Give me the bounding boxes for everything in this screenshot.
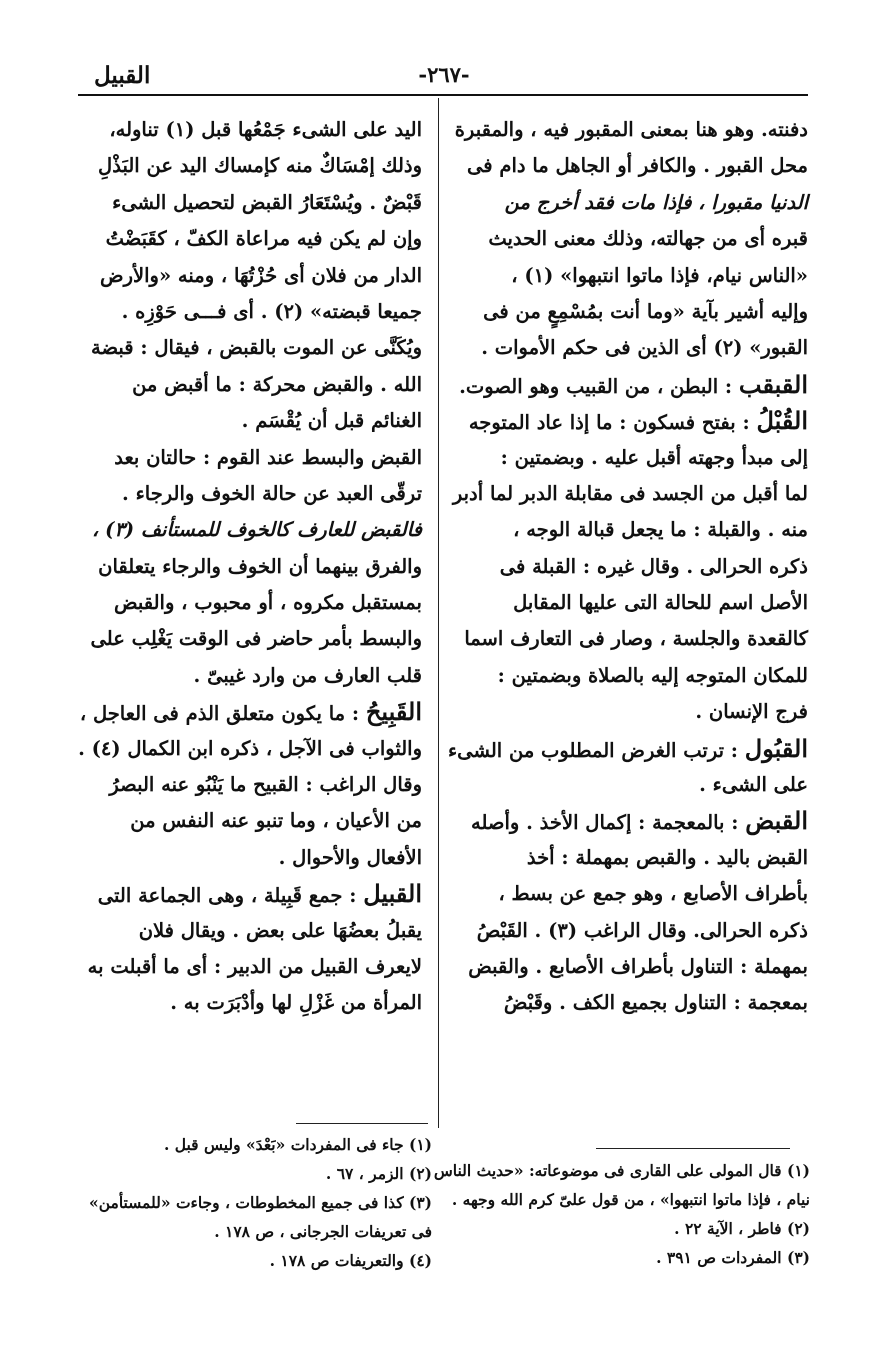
text-line: قلب العارف من وارد غيبىّ . [193, 663, 422, 687]
text-line: وذلك إمْسَاكٌ منه كإمساك اليد عن البَذْلِ [98, 154, 422, 178]
header-rule [78, 94, 808, 96]
entry-line [458, 403, 808, 439]
footnote: (١) قال المولى على القارى فى موضوعاته: «حديث الناس [433, 1161, 810, 1180]
headword: القبض [745, 806, 808, 836]
entry-line [82, 876, 422, 912]
text-line: وإن لم يكن فيه مراعاة الكفّ ، كقَبَضْتُ [105, 227, 422, 251]
text-line: لما أقبل من الجسد فى مقابلة الدبر لما أدبر [452, 481, 808, 505]
footnotes-left [89, 1130, 432, 1275]
text-line: الله . والقبض محركة : ما أقبض من [132, 372, 422, 396]
footnote: فى تعريفات الجرجانى ، ص ١٧٨ . [214, 1222, 432, 1241]
definition: : ترتب الغرض المطلوب من الشىء [448, 738, 745, 762]
text-line: وإليه أشير بآية «وما أنت بمُسْمِعٍ من فى [483, 299, 808, 323]
text-line: منه . والقبلة : ما يجعل قبالة الوجه ، [513, 518, 808, 542]
column-divider [438, 98, 439, 1128]
text-line: ويُكَنَّى عن الموت بالقبض ، فيقال : قبضة [90, 336, 422, 360]
text-line: محل القبور . والكافر أو الجاهل ما دام فى [467, 154, 808, 178]
text-line: بمهملة : التناول بأطراف الأصابع . والقبض [468, 954, 808, 978]
footnote-rule-left [296, 1123, 428, 1124]
text-line: بمعجمة : التناول بجميع الكف . وقَبْضُ [503, 991, 808, 1015]
headword: القَبِيحُ [365, 697, 422, 727]
text-line: لايعرف القبيل من الدبير : أى ما أقبلت به [87, 954, 422, 978]
footnote: (١) جاء فى المفردات «بَعْدَ» وليس قبل . [163, 1135, 432, 1154]
text-line: قبره أى من جهالته، وذلك معنى الحديث [488, 227, 808, 251]
text-line: على الشىء . [699, 773, 808, 797]
page-header [80, 62, 808, 96]
text-line: إلى مبدأ وجهته أقبل عليه . وبضمتين : [500, 445, 808, 469]
entry-line [79, 694, 422, 730]
headword: القُبْلُ [756, 406, 808, 436]
text-line: والفرق بينهما أن الخوف والرجاء يتعلقان [98, 554, 422, 578]
entry-line [458, 367, 808, 403]
entry-line [448, 731, 808, 767]
text-line: ترقّى العبد عن حالة الخوف والرجاء . [122, 481, 422, 505]
text-line: ذكره الحرالى. وقال الراغب (٣) . القَبْصُ [476, 918, 808, 942]
text-line: للمكان المتوجه إليه بالصلاة وبضمتين : [497, 663, 808, 687]
definition: : البطن ، من القبيب وهو الصوت. [459, 374, 739, 398]
right-column [448, 112, 808, 1022]
definition: : جمع قَبِيلة ، وهى الجماعة التى [97, 884, 364, 908]
text-line: ذكره الحرالى . وقال غيره : القبلة فى [499, 554, 808, 578]
text-line: الغنائم قبل أن يُقْسَم . [241, 409, 422, 433]
definition: : بالمعجمة : إكمال الأخذ . وأصله [471, 811, 746, 835]
text-line: القبور» (٢) أى الذين فى حكم الأموات . [481, 336, 808, 360]
headword: القبيل [363, 879, 422, 909]
text-line: جميعا قبضته» (٢) . أى فـــى حَوْزِه . [121, 299, 422, 323]
text-line: بمستقبل مكروه ، أو محبوب ، والقبض [113, 591, 422, 615]
text-line: القبض والبسط عند القوم : حالتان بعد [114, 445, 422, 469]
text-line: كالقعدة والجلسة ، وصار فى التعارف اسما [464, 627, 808, 651]
text-line: والبسط بأمر حاضر فى الوقت يَغْلِب على [90, 627, 422, 651]
entry-line [458, 803, 808, 839]
text-line: من الأعيان ، وما تنبو عنه النفس من [130, 809, 422, 833]
running-head: القبيل [94, 62, 151, 89]
footnote: (٢) الزمر ، ٦٧ . [325, 1164, 432, 1183]
headword: القبقب [738, 369, 808, 399]
definition: : بفتح فسكون : ما إذا عاد المتوجه [468, 411, 757, 435]
footnote: (٢) فاطر ، الآية ٢٢ . [674, 1219, 810, 1238]
text-line: فالقبض للعارف كالخوف للمستأنف (٣) ، [92, 518, 422, 542]
text-line: القبض باليد . والقبص بمهملة : أخذ [526, 845, 808, 869]
text-line: يقبلُ بعضُهَا على بعض . ويقال فلان [138, 918, 422, 942]
footnotes-right [433, 1156, 810, 1272]
text-line: دفنته. وهو هنا بمعنى المقبور فيه ، والمقبرة [454, 118, 808, 141]
footnote: (٣) كذا فى جميع المخطوطات ، وجاءت «للمستأمن» [89, 1193, 432, 1212]
text-line: وقال الراغب : القبيح ما يَنْبُو عنه البصرُ [109, 773, 422, 797]
text-line: اليد على الشىء جَمْعُها قبل (١) تناوله، [109, 118, 422, 141]
text-line: الأفعال والأحوال . [278, 845, 422, 869]
text-line: «الناس نيام، فإذا ماتوا انتبهوا» (١) ، [511, 263, 808, 287]
text-line: المرأة من غَزْلِ لها وأدْبَرَت به . [170, 991, 422, 1015]
text-line: قَبْضٌ . ويُسْتَعَارُ القبض لتحصيل الشىء [112, 190, 422, 214]
text-line: والثواب فى الآجل ، ذكره ابن الكمال (٤) . [78, 736, 422, 760]
footnote-rule-right [596, 1148, 790, 1149]
text-line: الدنيا مقبورا ، فإذا مات فقد أخرج من [504, 190, 808, 214]
text-line: الأصل اسم للحالة التى عليها المقابل [513, 591, 808, 615]
text-line: فرج الإنسان . [695, 700, 808, 724]
left-column [78, 112, 422, 1022]
definition: : ما يكون متعلق الذم فى العاجل ، [79, 702, 366, 726]
headword: القبُول [744, 733, 808, 763]
footnote: نيام ، فإذا ماتوا انتبهوا» ، من قول علىّ كرم الله وجهه . [451, 1190, 810, 1209]
text-line: بأطراف الأصابع ، وهو جمع عن بسط ، [498, 882, 808, 906]
footnote: (٤) والتعريفات ص ١٧٨ . [269, 1251, 432, 1270]
page-number: -٢٦٧- [418, 62, 470, 87]
text-line: الدار من فلان أى حُزْتُهَا ، ومنه «والأرض [100, 263, 422, 287]
footnote: (٣) المفردات ص ٣٩١ . [656, 1248, 810, 1267]
